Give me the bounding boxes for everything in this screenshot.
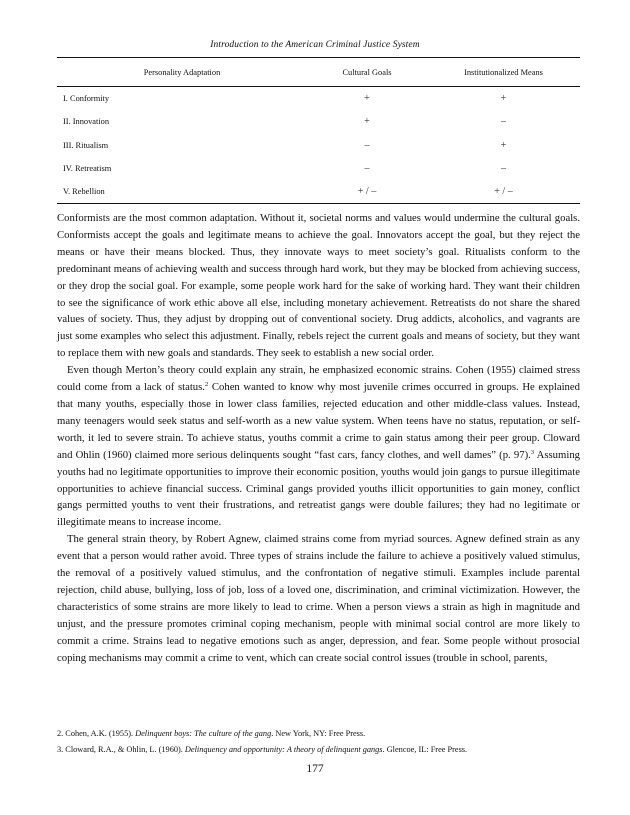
cultural-goals-cell: –	[364, 139, 370, 151]
table-row	[57, 180, 580, 203]
paragraph-text: Assuming youths had no legitimate opportunities to improve their economic position, youths would join gangs to pursue illegitimate opportunities to achieve financial success. Criminal gangs provided youths illicit opportunities to gain money, conflict gangs permitted youths to vent their frustrations, and retreatist gangs were double failures; they had no legitimate or illegitimate means to increase income.	[57, 448, 581, 529]
footnote-text: 2. Cohen, A.K. (1955).	[57, 729, 136, 738]
row-label: II. Innovation	[63, 117, 110, 127]
footnote-title: Delinquent boys: The culture of the gang	[135, 729, 272, 738]
footnote-2	[57, 726, 580, 742]
table-row	[57, 87, 580, 110]
institutionalized-means-cell: –	[501, 163, 506, 175]
footnotes	[57, 726, 580, 757]
body-text	[57, 210, 580, 666]
header-personality-adaptation: Personality Adaptation	[143, 67, 221, 77]
institutionalized-means-cell: +	[500, 93, 507, 105]
paragraph-economic-strains	[57, 362, 580, 531]
institutionalized-means-cell: + / –	[494, 186, 513, 198]
institutionalized-means-cell: –	[501, 116, 506, 128]
footnote-text: . Glencoe, IL: Free Press.	[382, 744, 468, 754]
institutionalized-means-cell: +	[500, 139, 507, 151]
row-label: III. Ritualism	[63, 140, 109, 150]
cultural-goals-cell: +	[364, 116, 370, 128]
row-label: V. Rebellion	[63, 187, 105, 197]
paragraph-general-strain-theory: The general strain theory, by Robert Agnew, claimed strains come from myriad sources. Agnew defined strain as any event that a person would rather avoid. Three types of strains include the failure to achieve a positively valued stimulus, the removal of a positively valued stimulus, and the confrontation of negative stimuli. Examples include parental rejection, child abuse, bullying, loss of job, loss of a loved one, discrimination, and criminal victimization. However, the characteristics of some strains are more likely to lead to crime. When a person views a strain as high in magnitude and unjust, and the pressure promotes criminal coping mechanism, people with minimal social control are more likely to commit a crime. Strains lead to negative emotions such as anger, depression, and fear. Some people without prosocial coping mechanisms may commit a crime to vent, which can create social control issues (trouble in school, parents,	[57, 533, 580, 664]
header-cultural-goals: Cultural Goals	[342, 67, 392, 77]
cultural-goals-cell: + / –	[357, 186, 377, 198]
paragraph-text: Even though Merton’s theory could explain any strain, he emphasized economic strains. Cohen (1955) claimed stress could come from a lack of status.	[57, 364, 580, 394]
footnote-title: Delinquency and opportunity: A theory of delinquent gangs	[184, 744, 383, 754]
adaptation-table	[57, 57, 580, 204]
page-number: 177	[306, 763, 324, 775]
cultural-goals-cell: +	[364, 93, 370, 105]
footnote-ref-3[interactable]: 3	[530, 448, 535, 456]
footnote-3	[57, 742, 580, 758]
paragraph-text: Cohen wanted to know why most juvenile crimes occurred in groups. He explained that many youths, especially those in lower class families, rejected education and other middle-class values. Instead, many teenagers would seek status and self-worth as a new value system. When teens have no status, reputation, or self-worth, it led to severe strain. To achieve status, youths commit a crime to gain status among their peer group. Cloward and Ohlin (1960) claimed more serious delinquents sought “fast cars, fancy clothes, and well dames” (p. 97).	[57, 381, 580, 461]
row-label: IV. Retreatism	[63, 164, 112, 174]
footnote-text: . New York, NY: Free Press.	[271, 729, 366, 738]
header-institutionalized-means: Institutionalized Means	[464, 67, 543, 77]
cultural-goals-cell: –	[364, 163, 370, 175]
footnote-ref-2[interactable]: 2	[204, 381, 209, 389]
table-header-row	[57, 58, 580, 87]
footnote-text: 3. Cloward, R.A., & Ohlin, L. (1960).	[57, 744, 185, 754]
table-row	[57, 134, 580, 157]
paragraph-adaptations: Conformists are the most common adaptation. Without it, societal norms and values would undermine the cultural goals. Conformists accept the goals and legitimate means to achieve the goal. Innovators accept the goal, but they reject the means or have their means blocked. Thus, they innovate ways to meet society’s goal. Ritualists conform to the predominant means of achieving wealth and success through hard work, but they may be blocked from achieving success, or they drop the social goal. For example, some people work hard for the sake of working hard. They want their children to see the significance of work ethic above all else, including monetary achievement. Retreatists do not share the shared values of society. Thus, they adjust by dropping out of conventional society. Drug addicts, alcoholics, and vagrants are just some examples who select this adjustment. Finally, rebels reject the current goals and means of society, but they want to replace them with new goals and standards. They seek to establish a new social order.	[57, 212, 580, 360]
running-header: Introduction to the American Criminal Justice System	[210, 40, 420, 50]
row-label: I. Conformity	[63, 94, 110, 104]
table-row	[57, 110, 580, 133]
table-row	[57, 157, 580, 180]
